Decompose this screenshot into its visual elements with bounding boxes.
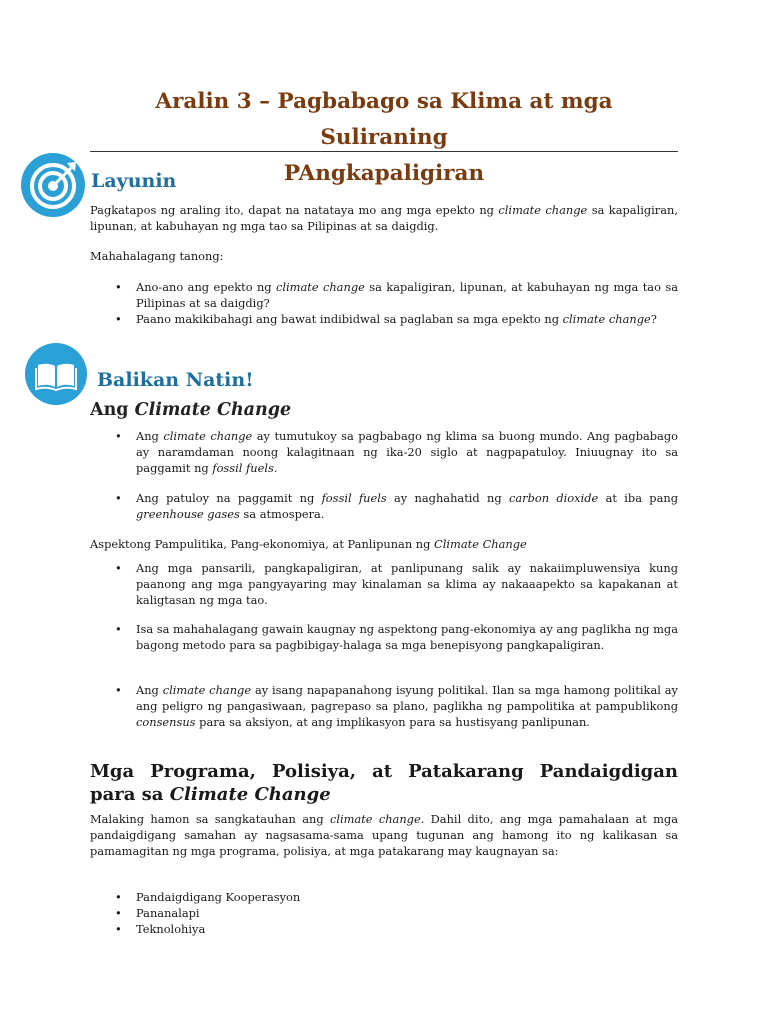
questions-label: Mahahalagang tanong:: [90, 249, 224, 263]
programa-heading-line-2: para sa Climate Change: [90, 784, 331, 805]
list-item: • Paano makikibahagi ang bawat indibidwal sa paglaban sa mga epekto ng climate change?: [90, 312, 678, 328]
list-item: • Ang patuloy na paggamit ng fossil fuels ay naghahatid ng carbon dioxide at iba pang greenhouse gases sa atmospera.: [90, 491, 678, 523]
list-item: • Pananalapi: [90, 906, 678, 922]
title-line-2: PAngkapaligiran: [283, 161, 485, 186]
aspekto-label: Aspektong Pampulitika, Pang-ekonomiya, at Panlipunan ng Climate Change: [90, 537, 527, 551]
climate-change-subheading: Ang Climate Change: [90, 400, 292, 420]
aspekto-list-1: [90, 561, 678, 608]
balikan-heading: Balikan Natin!: [97, 369, 254, 391]
layunin-intro: Pagkatapos ng araling ito, dapat na natataya mo ang mga epekto ng climate change sa kapaligiran, lipunan, at kabuhayan ng mga tao sa Pilipinas at sa daigdig.: [90, 203, 678, 233]
target-icon: [21, 153, 85, 217]
list-item: • Ang climate change ay tumutukoy sa pagbabago ng klima sa buong mundo. Ang pagbabago ay naramdaman noong kalagitnaan ng ika-20 siglo at nagpapatuloy. Iniuugnay ito sa paggamit ng fossil fuels.: [90, 429, 678, 476]
list-item: • Teknolohiya: [90, 922, 678, 938]
climate-change-list-2: [90, 491, 678, 523]
questions-list: [90, 280, 678, 327]
layunin-heading: Layunin: [91, 170, 177, 192]
programa-list: [90, 890, 678, 937]
aspekto-list-2: [90, 622, 678, 654]
programa-heading: [90, 760, 678, 806]
list-item: • Pandaigdigang Kooperasyon: [90, 890, 678, 906]
aspekto-list-3: [90, 683, 678, 730]
programa-intro: Malaking hamon sa sangkatauhan ang climate change. Dahil dito, ang mga pamahalaan at mga pandaigdigang samahan ay nagsasama-sama upang tugunan ang hamong ito ng kalikasan sa pamamagitan ng mga programa, polisiya, at mga patakarang may kaugnayan sa:: [90, 812, 679, 858]
page-title: [90, 84, 678, 192]
list-item: • Ano-ano ang epekto ng climate change sa kapaligiran, lipunan, at kabuhayan ng mga tao sa Pilipinas at sa daigdig?: [90, 280, 678, 312]
programa-heading-line-1: Mga Programa, Polisiya, at Patakarang Pandaigdigan: [90, 761, 678, 782]
list-item: • Ang mga pansarili, pangkapaligiran, at panlipunang salik ay nakaiimpluwensiya kung paanong ang mga pangyayaring may kinalaman sa klima ay nakaaapekto sa kapakanan at kaligtasan ng mga tao.: [90, 561, 678, 608]
list-item: • Ang climate change ay isang napapanahong isyung politikal. Ilan sa mga hamong politikal ay ang peligro ng pangasiwaan, pagrepaso sa plano, paglikha ng pampolitika at pampublikong consensus para sa aksiyon, at ang implikasyon para sa hustisyang panlipunan.: [90, 683, 678, 730]
climate-change-list: [90, 429, 678, 476]
book-icon: [25, 343, 87, 405]
list-item: • Isa sa mahahalagang gawain kaugnay ng aspektong pang-ekonomiya ay ang paglikha ng mga bagong metodo para sa pagbibigay-halaga sa mga benepisyong pangkapaligiran.: [90, 622, 678, 654]
title-line-1: Aralin 3 – Pagbabago sa Klima at mga Suliraning: [155, 89, 613, 150]
title-divider: [90, 151, 678, 152]
